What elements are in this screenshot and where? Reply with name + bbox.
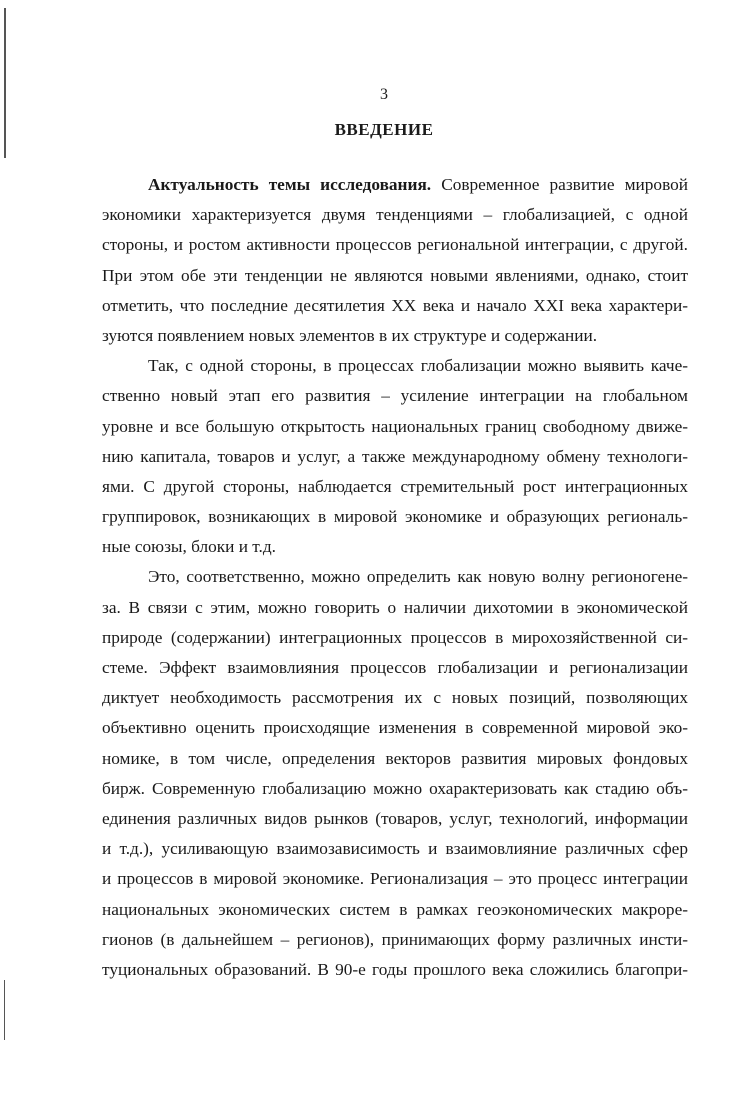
text-line: объективно оценить происходящие изменения в современной мировой эко-	[102, 718, 688, 738]
text-line: уровне и все большую открытость национальных границ свободному движе-	[102, 416, 688, 436]
document-body	[102, 170, 688, 985]
paragraph-globalization	[102, 351, 688, 562]
text-line: бирж. Современную глобализацию можно охарактеризовать как стадию объ-	[102, 778, 688, 798]
text-line: диктует необходимость рассмотрения их с новых позиций, позволяющих	[102, 688, 688, 708]
paragraph-relevance	[102, 170, 688, 351]
paragraph-regionogenesis	[102, 562, 688, 985]
text-line: ные союзы, блоки и т.д.	[102, 537, 276, 557]
text-line: природе (содержании) интеграционных процессов в мирохозяйственной си-	[102, 627, 688, 647]
text-line: ственно новый этап его развития – усиление интеграции на глобальном	[102, 386, 688, 406]
text-line: При этом обе эти тенденции не являются новыми явлениями, однако, стоит	[102, 265, 688, 285]
text-line: национальных экономических систем в рамках геоэкономических макроре-	[102, 899, 688, 919]
text-line: стеме. Эффект взаимовлияния процессов глобализации и регионализации	[102, 658, 688, 677]
text-line: гионов (в дальнейшем – регионов), принимающих форму различных инсти-	[102, 929, 688, 949]
text-line: нию капитала, товаров и услуг, а также международному обмену технологи-	[102, 446, 688, 466]
text-line: единения различных видов рынков (товаров, услуг, технологий, информации	[102, 808, 688, 828]
text-line: за. В связи с этим, можно говорить о наличии дихотомии в экономической	[102, 597, 688, 617]
text-line: туциональных образований. В 90-е годы прошлого века сложились благопри-	[102, 959, 688, 979]
text-line: и процессов в мировой экономике. Регионализация – это процесс интеграции	[102, 869, 688, 889]
page-number: 3	[380, 86, 388, 103]
text-line: отметить, что последние десятилетия XX века и начало XXI века характери-	[102, 295, 688, 315]
text-line: стороны, и ростом активности процессов региональной интеграции, с другой.	[102, 235, 688, 255]
text-line: ями. С другой стороны, наблюдается стремительный рост интеграционных	[102, 476, 688, 496]
text-line: Это, соответственно, можно определить как новую волну регионогене-	[148, 567, 688, 587]
scan-edge	[0, 0, 14, 1100]
text-line: Так, с одной стороны, в процессах глобализации можно выявить каче-	[148, 356, 688, 376]
section-lead: Актуальность темы исследования.	[148, 175, 432, 194]
text-line: и т.д.), усиливающую взаимозависимость и взаимовлияние различных сфер	[102, 839, 688, 859]
text-line: экономики характеризуется двумя тенденциями – глобализацией, с одной	[102, 205, 688, 225]
text-line: группировок, возникающих в мировой экономике и образующих региональ-	[102, 507, 688, 527]
text-line: номике, в том числе, определения векторов развития мировых фондовых	[102, 748, 688, 768]
text-line: зуются появлением новых элементов в их структуре и содержании.	[102, 325, 598, 345]
text-line	[102, 170, 688, 200]
scan-edge-line	[4, 980, 5, 1040]
text-line-rest: Современное развитие мировой	[431, 175, 689, 194]
page-title: ВВЕДЕНИЕ	[334, 120, 434, 139]
